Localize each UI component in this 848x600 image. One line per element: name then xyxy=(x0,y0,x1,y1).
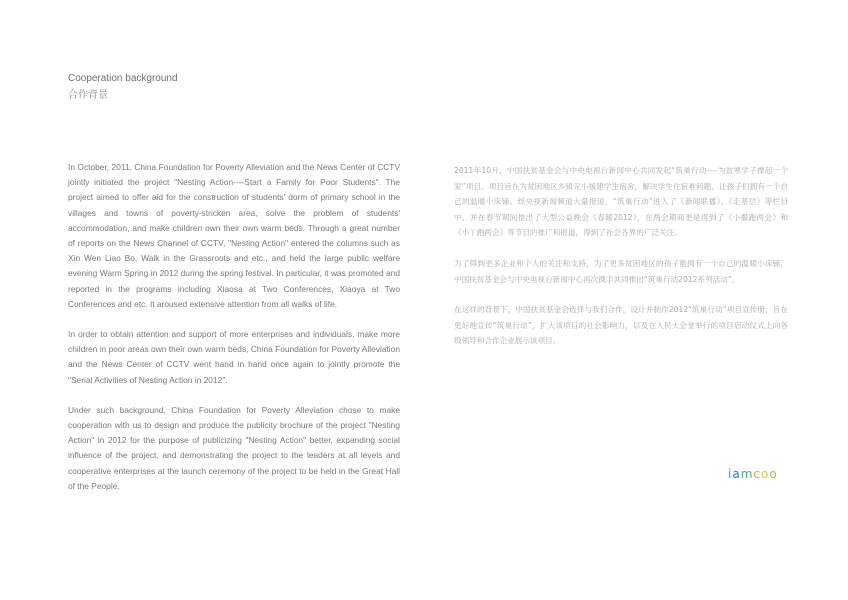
english-paragraph-3: Under such background, China Foundation for Poverty Alleviation chose to make cooperation with us to design and produce the publicity brochure of the project "Nesting Action" in 2012 for the purpose of publicizing "Nesting Action" better, expanding social influence of the project, and demonstrating the project to the leaders at all levels and cooperative enterprises at the launch ceremony of the project to be held in the Great Hall of the People. xyxy=(68,404,400,491)
english-paragraph-1: In October, 2011, China Foundation for Poverty Alleviation and the News Center of CCTV jointly initiated the project "Nesting Action----Start a Family for Poor Students". The project aimed to offer aid for the construction of students' dorm of primary school in the villages and towns of poverty-stricken area, solve the problem of students' accommodation, and make children own their own warm beds. Through a great number of reports on the News Channel of CCTV, "Nesting Action" entered the columns such as Xin Wen Liao Bo, Walk in the Grassroots and etc., and held the large public welfare evening Warm Spring in 2012 during the spring festival. In particular, it was promoted and reported in the programs including Xiaosa at Two Conferences, Xiaoya at Two Conferences and etc. It aroused extensive attention from all walks of life. xyxy=(68,162,400,309)
logo-letter-o-2: o xyxy=(769,467,778,481)
logo-letter-m: m xyxy=(740,467,754,481)
section-heading xyxy=(68,72,178,103)
logo-letter-c: c xyxy=(753,467,762,481)
logo-letter-a: a xyxy=(732,467,741,481)
heading-chinese: 合作背景 xyxy=(68,90,108,101)
iamcoo-logo xyxy=(728,467,778,481)
english-paragraph-2: In order to obtain attention and support of more enterprises and individuals, make more children in poor areas own their own warm beds, China Foundation for Poverty Alleviation and the News Center of CCTV went hand in hand once again to jointly promote the "Serial Activities of Nesting Action in 2012". xyxy=(68,329,400,385)
chinese-paragraph-2: 为了得到更多企业和个人的关注和支持，为了更多贫困地区的孩子能拥有一个自己的温暖小床铺，中国扶贫基金会与中央电视台新闻中心再次携手共同推出“筑巢行动2012系列活动”。 xyxy=(454,258,788,284)
logo-letter-i: i xyxy=(728,467,733,481)
chinese-paragraph-1: 2011年10月，中国扶贫基金会与中央电视台新闻中心共同发起“筑巢行动----为贫寒学子撑起一个家”项目。项目旨在为贫困地区乡镇完小援建学生宿舍，解决学生住宿难问题，让孩子们拥有一个自己的温暖小床铺。经央视新闻频道大量报道，“筑巢行动”进入了《新闻联播》、《走基层》等栏目中，并在春节期间推出了大型公益晚会《春暖2012》，在两会期间更是得到了《小撒跑两会》和《小丫跑两会》等节目的推广和报道，得到了社会各界的广泛关注。 xyxy=(454,166,788,238)
chinese-column xyxy=(454,163,788,364)
heading-english: Cooperation background xyxy=(68,73,178,84)
chinese-paragraph-3: 在这样的背景下，中国扶贫基金会选择与我们合作，设计并制作2012“筑巢行动”项目宣传册，旨在更好地宣传“筑巢行动”，扩大该项目的社会影响力，以及在人民大会堂举行的项目启动仪式上向各级领导和合作企业展示该项目。 xyxy=(454,305,788,346)
english-column xyxy=(68,160,400,509)
logo-letter-o: o xyxy=(761,467,770,481)
